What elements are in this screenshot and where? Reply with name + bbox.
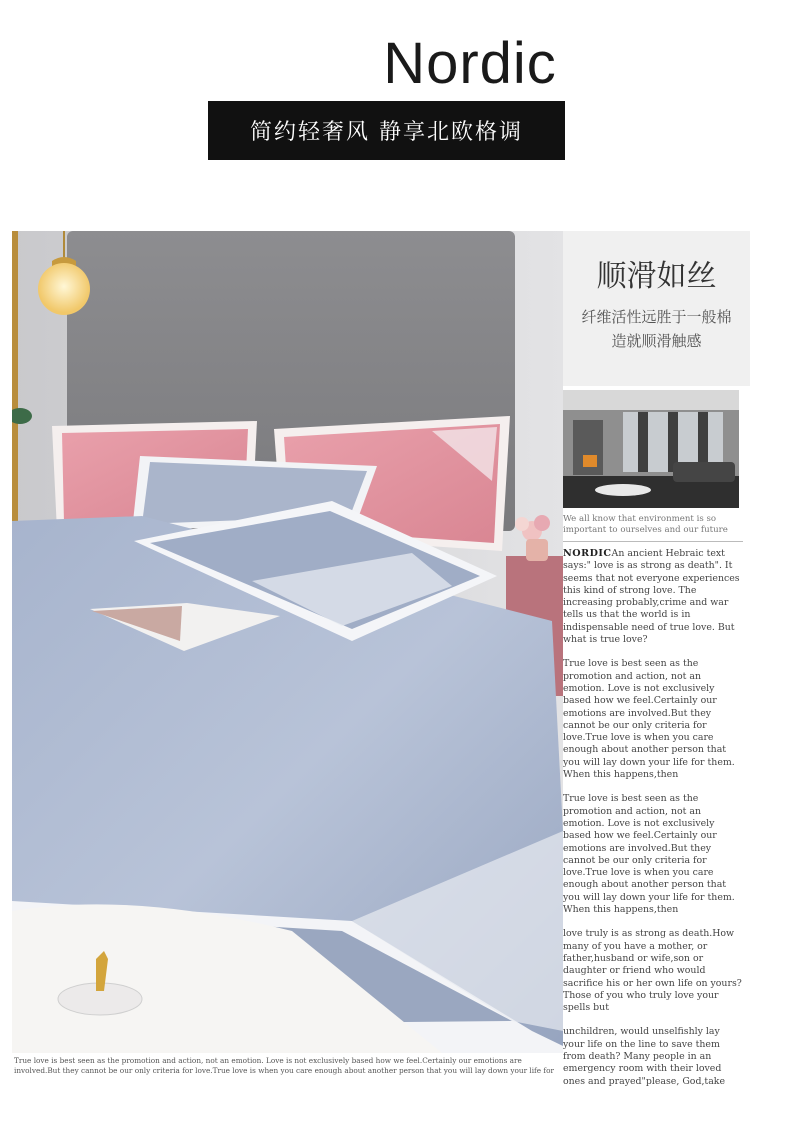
photo-caption: True love is best seen as the promotion and action, not an emotion. Love is not exclusively based how we feel.Certainly our emotions are involved.But they cannot be our only criteria for love.True love is when you care enough about another person that you will lay down your life for: [14, 1056, 554, 1075]
bedroom-photo: [12, 231, 563, 1053]
side-subtitle-line1: 纤维活性远胜于一般棉: [581, 308, 732, 326]
side-header: [563, 231, 750, 386]
side-panel: [563, 231, 750, 1100]
paragraph: love truly is as strong as death.How many of you have a mother, or father,husband or wife,son or daughter or friend who would sacrifice his or her own life on yours? Those of you who truly love your spells but: [563, 928, 742, 1014]
side-title: 顺滑如丝: [596, 259, 717, 294]
living-room-photo: [563, 390, 739, 508]
article-text: [563, 548, 743, 1088]
divider: [563, 541, 743, 542]
paragraph: [563, 548, 743, 646]
keyword-nordic: NORDIC: [563, 548, 612, 559]
paragraph: True love is best seen as the promotion and action, not an emotion. Love is not exclusively based how we feel.Certainly our emotions are involved.But they cannot be our only criteria for love.True love is when you care enough about another person that you will lay down your life for them. When this happens,then: [563, 658, 735, 781]
slogan-banner: 简约轻奢风 静享北欧格调: [208, 101, 565, 160]
paragraph-text: An ancient Hebraic text says:" love is as strong as death". It seems that not everyone experiences this kind of strong love. The increasing probably,crime and war tells us that the world is in indispensable need of true love. But what is true love?: [563, 548, 740, 646]
paragraph: unchildren, would unselfishly lay your life on the line to save them from death? Many people in an emergency room with their loved ones and prayed"please, God,take: [563, 1026, 726, 1087]
side-subtitle: [563, 305, 750, 353]
page-title: Nordic: [383, 31, 557, 96]
side-subtitle-line2: 造就顺滑触感: [611, 332, 702, 350]
paragraph: True love is best seen as the promotion and action, not an emotion. Love is not exclusively based how we feel.Certainly our emotions are involved.But they cannot be our only criteria for love.True love is when you care enough about another person that you will lay down your life for them. When this happens,then: [563, 793, 735, 916]
intro-line: We all know that environment is so important to ourselves and our future: [563, 514, 728, 535]
